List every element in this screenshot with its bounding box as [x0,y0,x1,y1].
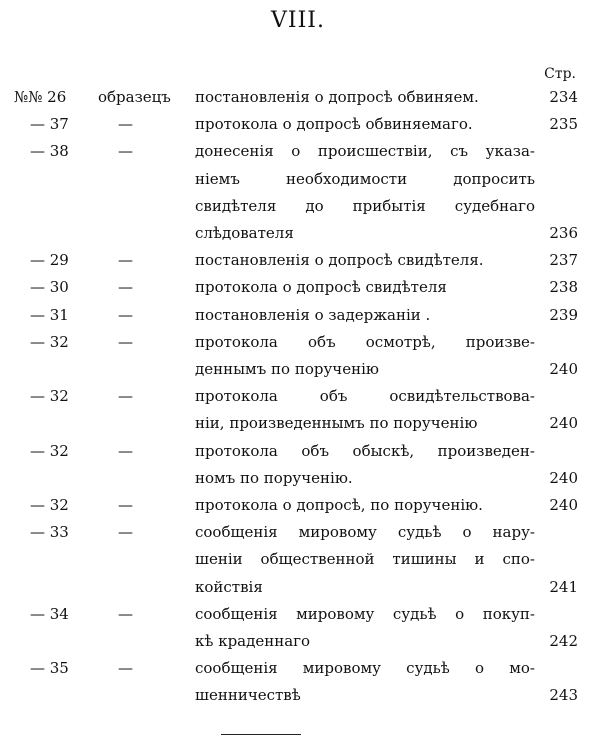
entry-page: 240 [549,468,578,487]
entry-number: — 32 [30,496,69,514]
entry-ditto: — [118,305,133,324]
list-item [0,465,596,491]
entry-ditto: — [118,332,133,351]
entry-text: шенничествѣ [195,686,301,705]
entry-text: донесенія о происшествіи, съ указа- [195,142,535,161]
page-column-label: Стр. [544,66,576,82]
entry-text: постановленія о задержаніи . [195,305,431,324]
entry-text: кѣ краденнаго [195,632,311,650]
entry-text: номъ по порученію. [195,468,353,487]
entry-number: — 30 [30,278,69,297]
entry-number: — 32 [30,387,69,406]
list-item [0,438,596,464]
entry-text: шеніи общественной тишины и спо- [195,550,535,569]
entry-page: 243 [549,686,578,705]
list-item [0,519,596,545]
entry-text: постановленія о допросѣ обвиняем. [195,88,479,106]
entry-ditto: — [118,387,133,406]
entry-number: — 33 [30,523,69,542]
entry-ditto: — [118,496,133,514]
list-item [0,166,596,192]
entry-page: 240 [549,496,578,514]
entry-page: 235 [549,115,578,134]
entry-page: 239 [549,305,578,324]
list-item [0,655,596,681]
entry-page: 241 [549,577,578,596]
list-item [0,111,596,137]
entry-text: ніи, произведеннымъ по порученію [195,414,478,433]
list-item [0,682,596,708]
list-item [0,546,596,572]
list-item [0,302,596,328]
list-item [0,574,596,600]
page-number-roman: VIII. [271,8,325,33]
entry-number: — 38 [30,142,69,161]
list-item [0,628,596,654]
entry-number: — 29 [30,251,69,270]
list-item [0,329,596,355]
list-item [0,193,596,219]
list-item [0,492,596,518]
entry-page: 242 [549,632,578,650]
entry-ditto: — [118,115,133,134]
entry-text: ніемъ необходимости допросить [195,169,535,188]
bottom-rule [221,734,301,735]
list-item [0,601,596,627]
list-item [0,84,596,110]
entry-ditto: — [118,251,133,270]
list-item [0,356,596,382]
list-item [0,247,596,273]
entry-page: 236 [549,224,578,242]
entry-text: протокола о допросѣ свидѣтеля [195,278,447,297]
entry-number: — 34 [30,604,69,623]
entry-text: протокола объ обыскѣ, произведен- [195,441,535,460]
entry-text: протокола объ осмотрѣ, произве- [195,332,535,351]
entry-page: 237 [549,251,578,270]
entry-number: — 32 [30,332,69,351]
entry-text: протокола о допросѣ, по порученію. [195,496,483,514]
entry-ditto: — [118,523,133,542]
entry-text: протокола объ освидѣтельствова- [195,387,535,406]
entry-page: 238 [549,278,578,297]
entry-text: свидѣтеля до прибытія судебнаго [195,196,535,215]
entry-ditto: — [118,441,133,460]
entry-text: протокола о допросѣ обвиняемаго. [195,115,473,134]
list-item [0,138,596,164]
entry-number: — 32 [30,441,69,460]
entry-ditto: — [118,142,133,161]
entry-number: — 35 [30,659,69,678]
entry-ditto: — [118,604,133,623]
entry-text: слѣдователя [195,224,294,242]
entry-text: постановленія о допросѣ свидѣтеля. [195,251,484,270]
entry-page: 240 [549,360,578,378]
entry-text: сообщенія мировому судьѣ о нару- [195,523,535,542]
entry-ditto: образецъ [98,88,171,106]
entry-number: №№ 26 [14,88,67,106]
entry-text: сообщенія мировому судьѣ о мо- [195,659,535,678]
entry-page: 240 [549,414,578,433]
entry-number: — 31 [30,305,69,324]
list-item [0,274,596,300]
entry-page: 234 [549,88,578,106]
entry-text: койствія [195,577,263,596]
entry-text: деннымъ по порученію [195,360,379,378]
entry-text: сообщенія мировому судьѣ о покуп- [195,604,535,623]
entry-ditto: — [118,278,133,297]
list-item [0,410,596,436]
entry-ditto: — [118,659,133,678]
entry-number: — 37 [30,115,69,134]
list-item [0,383,596,409]
list-item [0,220,596,246]
